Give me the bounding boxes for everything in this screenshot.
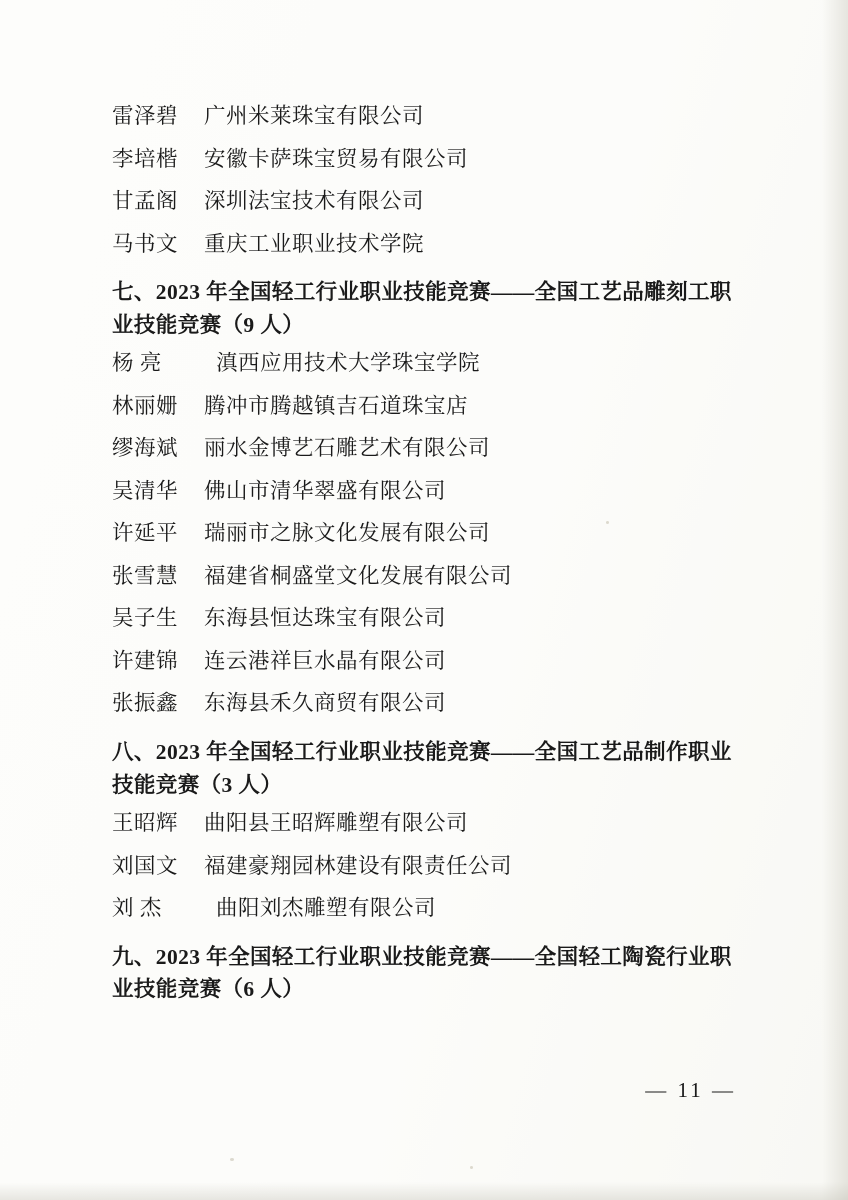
entry-name: 刘 杰 [112, 896, 162, 921]
list-item [112, 231, 736, 256]
section-heading: 七、2023 年全国轻工行业职业技能竞赛——全国工艺品雕刻工职业技能竞赛（9 人） [112, 280, 732, 337]
entry-name: 李培楷 [112, 146, 179, 171]
list-item [112, 853, 736, 878]
entry-name: 雷泽碧 [112, 104, 179, 128]
entry-organization: 安徽卡萨珠宝贸易有限公司 [204, 146, 469, 171]
section-heading: 八、2023 年全国轻工行业职业技能竞赛——全国工艺品制作职业技能竞赛（3 人） [112, 739, 732, 797]
entry-name: 许延平 [112, 521, 179, 546]
list-item [112, 523, 736, 545]
entry-organization: 曲阳刘杰雕塑有限公司 [216, 896, 437, 921]
list-item [112, 393, 736, 418]
entry-name: 张振鑫 [112, 691, 179, 716]
list-item [112, 438, 736, 460]
list-item [112, 648, 736, 673]
section-heading: 九、2023 年全国轻工行业职业技能竞赛——全国轻工陶瓷行业职业技能竞赛（6 人） [112, 944, 732, 1002]
entry-organization: 腾冲市腾越镇吉石道珠宝店 [204, 393, 469, 418]
entry-organization: 福建省桐盛堂文化发展有限公司 [204, 563, 513, 588]
page-edge-shadow [822, 0, 848, 1200]
scan-speck [470, 1166, 473, 1169]
list-item [112, 813, 736, 835]
list-item [112, 693, 736, 715]
entry-name: 甘孟阁 [112, 189, 179, 213]
entry-organization: 佛山市清华翠盛有限公司 [204, 478, 447, 503]
page-bottom-shadow [0, 1182, 848, 1200]
list-item [112, 898, 736, 920]
entry-name: 林丽姗 [112, 393, 179, 418]
entry-list [112, 353, 736, 715]
list-item [112, 106, 736, 128]
entry-organization: 广州米莱珠宝有限公司 [204, 104, 425, 128]
entry-organization: 重庆工业职业技术学院 [204, 231, 425, 256]
scan-speck [230, 1158, 234, 1161]
list-item [112, 191, 736, 213]
list-item [112, 353, 736, 375]
entry-organization: 丽水金博艺石雕艺术有限公司 [204, 436, 491, 461]
list-item [112, 563, 736, 588]
entry-name: 王昭辉 [112, 811, 179, 836]
document-body [112, 104, 736, 1018]
entry-list [112, 106, 736, 255]
list-item [112, 478, 736, 503]
list-item [112, 146, 736, 171]
entry-organization: 曲阳县王昭辉雕塑有限公司 [204, 811, 469, 836]
entry-name: 吴子生 [112, 606, 179, 631]
entry-name: 杨 亮 [112, 351, 162, 376]
entry-name: 刘国文 [112, 853, 179, 878]
list-item [112, 608, 736, 630]
entry-organization: 东海县禾久商贸有限公司 [204, 691, 447, 716]
entry-name: 吴清华 [112, 478, 179, 503]
entry-list [112, 813, 736, 920]
page-number: — 11 — [645, 1078, 736, 1102]
entry-name: 马书文 [112, 231, 179, 256]
entry-name: 缪海斌 [112, 436, 179, 461]
entry-organization: 福建豪翔园林建设有限责任公司 [204, 853, 513, 878]
entry-name: 许建锦 [112, 648, 179, 673]
entry-organization: 深圳法宝技术有限公司 [204, 189, 425, 213]
entry-organization: 滇西应用技术大学珠宝学院 [216, 351, 481, 376]
entry-name: 张雪慧 [112, 563, 179, 588]
entry-organization: 东海县恒达珠宝有限公司 [204, 606, 447, 631]
entry-organization: 连云港祥巨水晶有限公司 [204, 648, 447, 673]
entry-organization: 瑞丽市之脉文化发展有限公司 [204, 521, 491, 546]
